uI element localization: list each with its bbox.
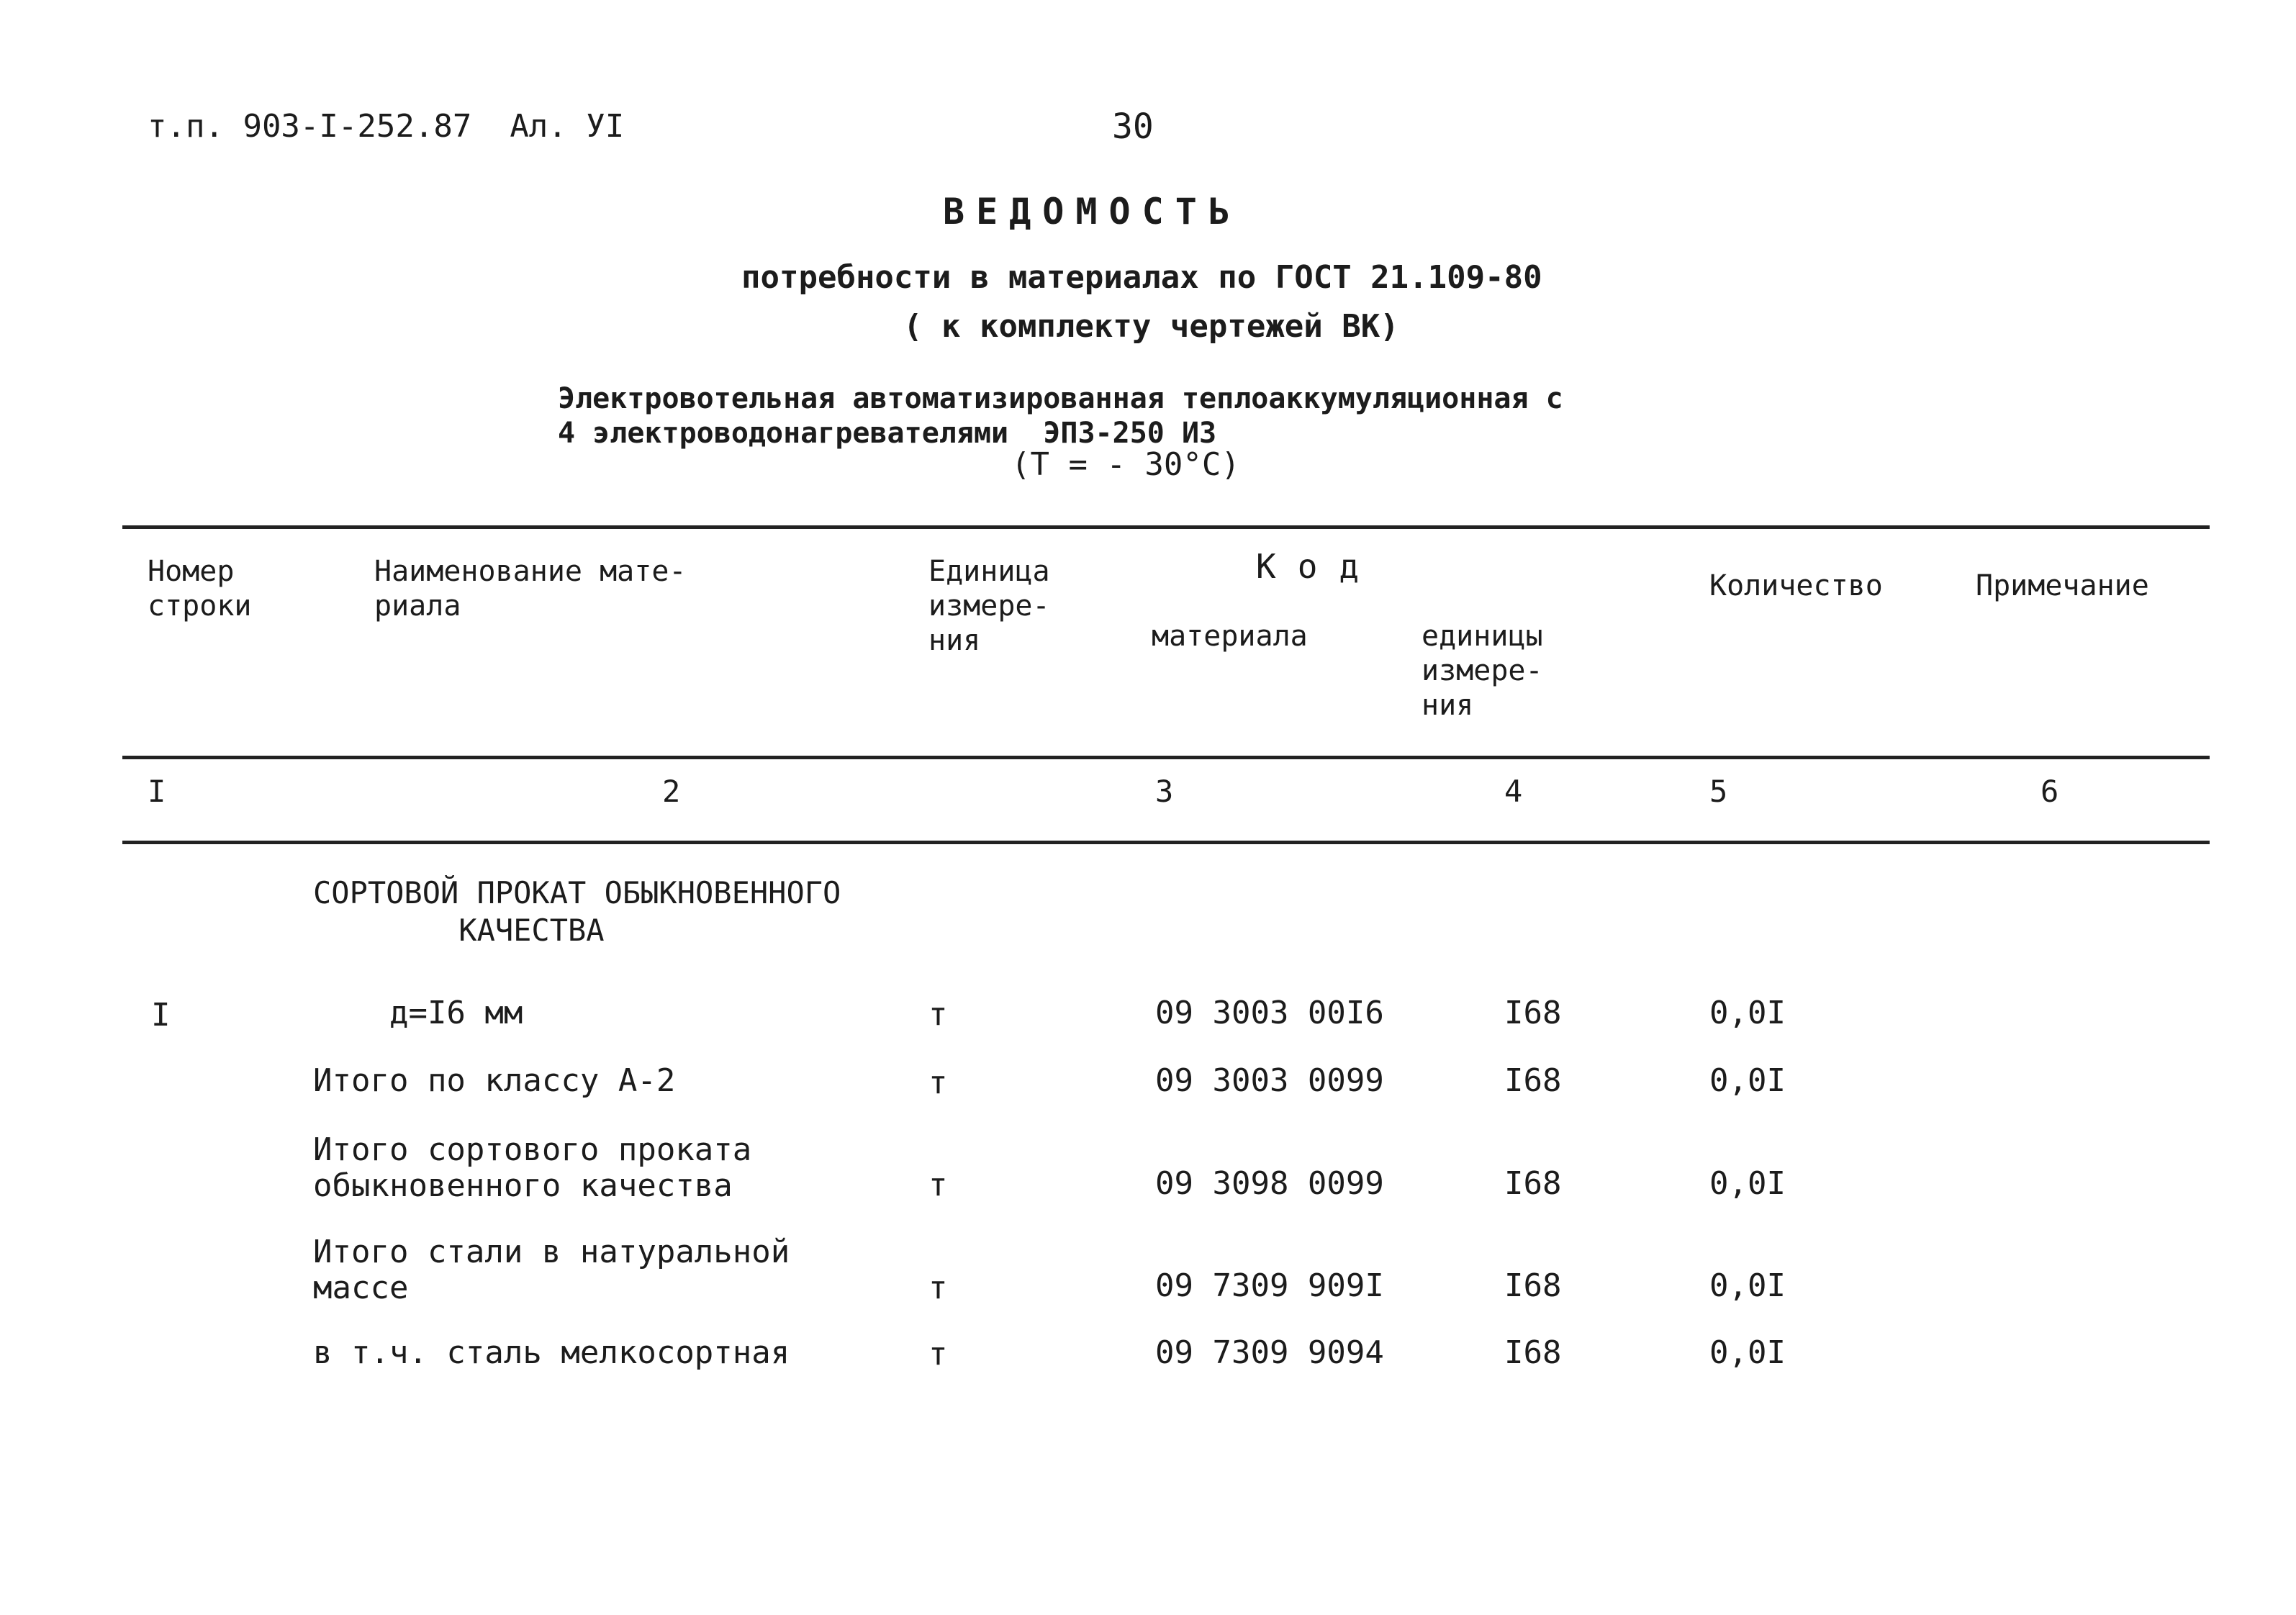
table-cell-quantity: 0,0I	[1709, 1267, 1786, 1304]
table-cell-name: д=I6 мм	[313, 995, 523, 1031]
column-number: 6	[2040, 774, 2059, 809]
column-number: I	[148, 774, 166, 809]
table-cell-material-code: 09 7309 9094	[1155, 1334, 1384, 1371]
table-cell-unit-code: I68	[1504, 1334, 1562, 1371]
header-row-number: Номер строки	[148, 555, 252, 623]
header-unit: Единица измере- ния	[928, 555, 1050, 657]
table-cell-material-code: 09 3098 0099	[1155, 1165, 1384, 1202]
design-temperature: (Т = - 30°С)	[1011, 446, 1240, 483]
table-cell-quantity: 0,0I	[1709, 1062, 1786, 1099]
table-cell-unit-code: I68	[1504, 1062, 1562, 1099]
column-number: 5	[1709, 774, 1728, 809]
subtitle-drawing-set: ( к комплекту чертежей ВК)	[903, 308, 1399, 345]
table-cell-material-code: 09 7309 909I	[1155, 1267, 1384, 1304]
column-number: 4	[1504, 774, 1523, 809]
table-cell-name: Итого стали в натуральной массе	[313, 1234, 790, 1306]
table-cell-unit: т	[928, 1336, 948, 1372]
table-cell-unit: т	[928, 996, 948, 1033]
section-title: СОРТОВОЙ ПРОКАТ ОБЫКНОВЕННОГО КАЧЕСТВА	[313, 875, 841, 948]
header-quantity: Количество	[1709, 569, 1883, 602]
header-note: Примечание	[1976, 569, 2149, 602]
page-title: ВЕДОМОСТЬ	[943, 191, 1242, 232]
column-number: 2	[662, 774, 681, 809]
table-cell-unit: т	[928, 1270, 948, 1306]
subtitle-gost: потребности в материалах по ГОСТ 21.109-80	[741, 259, 1542, 296]
table-cell-quantity: 0,0I	[1709, 995, 1786, 1031]
table-cell-material-code: 09 3003 00I6	[1155, 995, 1384, 1031]
table-cell-unit-code: I68	[1504, 995, 1562, 1031]
table-cell-name: Итого по классу А-2	[313, 1062, 676, 1099]
table-cell-unit: т	[928, 1167, 948, 1203]
header-material-code: материала	[1152, 620, 1308, 653]
document-reference: т.п. 903-I-252.87 Ал. УI	[148, 108, 625, 145]
header-bottom-rule	[122, 756, 2210, 759]
header-material-name: Наименование мате- риала	[374, 555, 687, 623]
table-row-number: I	[151, 997, 171, 1033]
header-code-group: Код	[1256, 547, 1381, 586]
table-cell-name: в т.ч. сталь мелкосортная	[313, 1334, 790, 1371]
table-cell-unit-code: I68	[1504, 1267, 1562, 1304]
table-cell-material-code: 09 3003 0099	[1155, 1062, 1384, 1099]
table-cell-unit-code: I68	[1504, 1165, 1562, 1202]
page-number: 30	[1112, 107, 1154, 147]
table-top-rule	[122, 525, 2210, 529]
object-description: Электровотельная автоматизированная теплоаккумуляционная с 4 электроводонагревателями ЭПЗ-250 ИЗ	[558, 382, 1563, 450]
table-cell-quantity: 0,0I	[1709, 1334, 1786, 1371]
table-cell-quantity: 0,0I	[1709, 1165, 1786, 1202]
table-cell-name: Итого сортового проката обыкновенного качества	[313, 1131, 752, 1204]
column-numbers-rule	[122, 841, 2210, 844]
header-unit-code: единицы измере- ния	[1422, 620, 1543, 722]
column-number: 3	[1155, 774, 1174, 809]
table-cell-unit: т	[928, 1064, 948, 1101]
